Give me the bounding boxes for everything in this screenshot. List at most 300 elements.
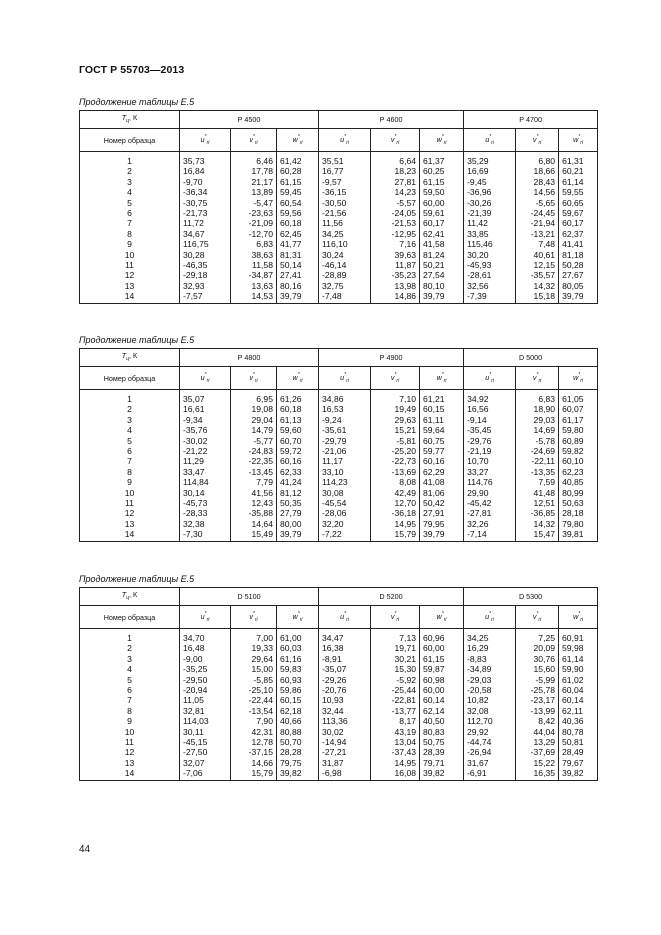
symbol-star: * <box>344 133 347 140</box>
symbol-letter: u <box>200 134 205 144</box>
value-cell: -45,73 <box>180 498 231 508</box>
value-cell: -21,73 <box>180 208 231 218</box>
value-cell: -12,70 <box>231 229 277 239</box>
symbol-star: * <box>344 371 347 378</box>
symbol-index: ri <box>396 139 400 146</box>
value-cell: 42,31 <box>231 727 277 737</box>
value-cell: 62,14 <box>420 706 464 716</box>
header-row-temperature <box>80 111 598 129</box>
symbol-u <box>485 612 494 621</box>
v-column-header <box>231 367 277 390</box>
value-cell: 32,20 <box>319 519 371 529</box>
value-cell: -21,56 <box>319 208 371 218</box>
u-column-header <box>180 129 231 152</box>
value-cell: -25,44 <box>371 685 420 695</box>
value-cell: 60,00 <box>420 643 464 653</box>
value-cell: 34,70 <box>180 633 231 643</box>
value-cell: 6,83 <box>516 394 559 404</box>
value-cell: 19,33 <box>231 643 277 653</box>
sample-number-header: Номер образца <box>80 129 180 152</box>
value-cell: 61,15 <box>277 177 319 187</box>
value-cell: -35,61 <box>319 425 371 435</box>
sample-number-cell: 11 <box>80 498 180 508</box>
w-column-header <box>277 129 319 152</box>
value-cell: 62,11 <box>559 706 598 716</box>
sample-number-cell: 6 <box>80 685 180 695</box>
value-cell: 29,64 <box>231 654 277 664</box>
value-cell: 29,92 <box>464 727 516 737</box>
symbol-star: * <box>536 133 539 140</box>
sample-number-cell: 9 <box>80 716 180 726</box>
value-cell: -7,39 <box>464 291 516 303</box>
symbol-star: * <box>441 371 444 378</box>
v-column-header <box>231 606 277 629</box>
value-cell: 10,70 <box>464 456 516 466</box>
sample-number-cell: 5 <box>80 675 180 685</box>
table-row <box>80 404 598 414</box>
value-cell: 13,63 <box>231 281 277 291</box>
sample-number-cell: 5 <box>80 198 180 208</box>
value-cell: 15,00 <box>231 664 277 674</box>
value-cell: 60,65 <box>559 198 598 208</box>
value-cell: -21,53 <box>371 218 420 228</box>
value-cell: 34,86 <box>319 394 371 404</box>
value-cell: -44,74 <box>464 737 516 747</box>
sample-number-cell: 4 <box>80 664 180 674</box>
symbol-index: ri <box>346 377 349 384</box>
value-cell: -12,95 <box>371 229 420 239</box>
value-cell: 79,95 <box>420 519 464 529</box>
symbol-star: * <box>489 610 492 617</box>
value-cell: 15,22 <box>516 758 559 768</box>
value-cell: 12,51 <box>516 498 559 508</box>
value-cell: -23,63 <box>231 208 277 218</box>
value-cell: 11,05 <box>180 695 231 705</box>
value-cell: -30,02 <box>180 436 231 446</box>
symbol-letter: v <box>249 372 253 382</box>
symbol-u <box>485 135 494 144</box>
value-cell: -21,19 <box>464 446 516 456</box>
table-row <box>80 488 598 498</box>
value-cell: 60,17 <box>559 218 598 228</box>
value-cell: -34,87 <box>231 270 277 280</box>
value-cell: 60,93 <box>277 675 319 685</box>
value-cell: 7,25 <box>516 633 559 643</box>
value-cell: 50,35 <box>277 498 319 508</box>
symbol-star: * <box>252 371 255 378</box>
symbol-letter: u <box>200 611 205 621</box>
table-row <box>80 260 598 270</box>
table-row <box>80 456 598 466</box>
w-column-header <box>277 367 319 390</box>
value-cell: 29,04 <box>231 415 277 425</box>
value-cell: 116,75 <box>180 239 231 249</box>
value-cell: 41,41 <box>559 239 598 249</box>
table-row <box>80 498 598 508</box>
value-cell: 50,42 <box>420 498 464 508</box>
sample-number-cell: 12 <box>80 508 180 518</box>
table-row <box>80 239 598 249</box>
value-cell: 41,58 <box>420 239 464 249</box>
symbol-star: * <box>252 133 255 140</box>
value-cell: 27,81 <box>371 177 420 187</box>
v-column-header <box>371 129 420 152</box>
value-cell: -35,07 <box>319 664 371 674</box>
value-cell: 41,77 <box>277 239 319 249</box>
value-cell: 80,88 <box>277 727 319 737</box>
value-cell: 116,10 <box>319 239 371 249</box>
symbol-v <box>249 612 257 621</box>
value-cell: -35,76 <box>180 425 231 435</box>
value-cell: 60,04 <box>559 685 598 695</box>
symbol-index: ri <box>580 616 583 623</box>
symbol-index: ri <box>346 616 349 623</box>
value-cell: -25,78 <box>516 685 559 695</box>
value-cell: -22,11 <box>516 456 559 466</box>
symbol-index: ri <box>538 377 542 384</box>
symbol-index: ri <box>538 139 542 146</box>
value-cell: -20,76 <box>319 685 371 695</box>
symbol-index: ri <box>254 616 258 623</box>
value-cell: -7,14 <box>464 529 516 541</box>
value-cell: -35,57 <box>516 270 559 280</box>
sample-number-cell: 9 <box>80 477 180 487</box>
value-cell: 34,67 <box>180 229 231 239</box>
value-cell: 12,78 <box>231 737 277 747</box>
value-cell: 28,18 <box>559 508 598 518</box>
value-cell: 14,32 <box>516 281 559 291</box>
value-cell: 15,60 <box>516 664 559 674</box>
value-cell: 81,31 <box>277 250 319 260</box>
value-cell: -46,14 <box>319 260 371 270</box>
w-column-header <box>420 129 464 152</box>
symbol-index: ri <box>396 616 400 623</box>
value-cell: 61,14 <box>559 654 598 664</box>
value-cell: -20,58 <box>464 685 516 695</box>
value-cell: 61,11 <box>420 415 464 425</box>
symbol-index: ri <box>206 616 210 623</box>
value-cell: 19,08 <box>231 404 277 414</box>
value-cell: -13,35 <box>516 467 559 477</box>
value-cell: 60,15 <box>277 695 319 705</box>
value-cell: -37,43 <box>371 747 420 757</box>
value-cell: -22,73 <box>371 456 420 466</box>
tc-symbol <box>122 590 129 599</box>
sample-number-cell: 3 <box>80 654 180 664</box>
value-cell: 7,59 <box>516 477 559 487</box>
value-cell: 61,13 <box>277 415 319 425</box>
table-row <box>80 218 598 228</box>
value-cell: 79,67 <box>559 758 598 768</box>
value-cell: 11,56 <box>319 218 371 228</box>
value-cell: 60,10 <box>559 456 598 466</box>
value-cell: 60,14 <box>559 695 598 705</box>
symbol-w <box>573 612 583 621</box>
value-cell: 60,18 <box>277 218 319 228</box>
value-cell: -23,17 <box>516 695 559 705</box>
value-cell: 27,67 <box>559 270 598 280</box>
value-cell: 62,37 <box>559 229 598 239</box>
table-row <box>80 436 598 446</box>
symbol-letter: w <box>573 134 579 144</box>
value-cell: 62,41 <box>420 229 464 239</box>
value-cell: 50,21 <box>420 260 464 270</box>
sample-group-header: D 5100 <box>180 588 319 606</box>
symbol-star: * <box>578 610 581 617</box>
value-cell: 8,42 <box>516 716 559 726</box>
value-cell: -29,76 <box>464 436 516 446</box>
value-cell: 38,63 <box>231 250 277 260</box>
sample-number-cell: 13 <box>80 281 180 291</box>
value-cell: 113,36 <box>319 716 371 726</box>
value-cell: -9,00 <box>180 654 231 664</box>
value-cell: -26,94 <box>464 747 516 757</box>
sample-number-cell: 4 <box>80 187 180 197</box>
value-cell: 39,82 <box>559 768 598 780</box>
value-cell: 41,48 <box>516 488 559 498</box>
value-cell: 16,48 <box>180 643 231 653</box>
value-cell: 59,80 <box>559 425 598 435</box>
value-cell: 30,28 <box>180 250 231 260</box>
temperature-header <box>80 588 180 606</box>
value-cell: -27,81 <box>464 508 516 518</box>
value-cell: 60,70 <box>277 436 319 446</box>
value-cell: 40,36 <box>559 716 598 726</box>
value-cell: 81,06 <box>420 488 464 498</box>
value-cell: -45,54 <box>319 498 371 508</box>
value-cell: 14,86 <box>371 291 420 303</box>
symbol-index: ri <box>206 377 210 384</box>
sample-number-cell: 10 <box>80 727 180 737</box>
value-cell: 12,70 <box>371 498 420 508</box>
sample-number-cell: 11 <box>80 737 180 747</box>
value-cell: 30,76 <box>516 654 559 664</box>
value-cell: -5,92 <box>371 675 420 685</box>
value-cell: 50,63 <box>559 498 598 508</box>
value-cell: 19,49 <box>371 404 420 414</box>
table-row <box>80 446 598 456</box>
value-cell: -7,22 <box>319 529 371 541</box>
table-row <box>80 250 598 260</box>
value-cell: 35,73 <box>180 156 231 166</box>
value-cell: -7,48 <box>319 291 371 303</box>
value-cell: 6,83 <box>231 239 277 249</box>
value-cell: -6,91 <box>464 768 516 780</box>
value-cell: 14,79 <box>231 425 277 435</box>
sample-number-cell: 2 <box>80 404 180 414</box>
value-cell: -28,06 <box>319 508 371 518</box>
value-cell: -29,26 <box>319 675 371 685</box>
table-row <box>80 467 598 477</box>
value-cell: 30,11 <box>180 727 231 737</box>
value-cell: 13,98 <box>371 281 420 291</box>
value-cell: 41,08 <box>420 477 464 487</box>
value-cell: 11,87 <box>371 260 420 270</box>
value-cell: 40,61 <box>516 250 559 260</box>
symbol-letter: w <box>436 611 442 621</box>
symbol-index: ri <box>254 139 258 146</box>
symbol-v <box>391 135 399 144</box>
symbol-star: * <box>441 610 444 617</box>
symbol-star: * <box>252 610 255 617</box>
value-cell: 7,13 <box>371 633 420 643</box>
value-cell: -28,89 <box>319 270 371 280</box>
symbol-star: * <box>394 371 397 378</box>
symbol-letter: v <box>390 611 395 621</box>
value-cell: 10,93 <box>319 695 371 705</box>
value-cell: 50,70 <box>277 737 319 747</box>
data-table-1 <box>79 110 598 304</box>
table-row <box>80 198 598 208</box>
value-cell: 114,23 <box>319 477 371 487</box>
symbol-w <box>437 135 447 144</box>
value-cell: 50,75 <box>420 737 464 747</box>
table-row <box>80 695 598 705</box>
value-cell: 15,79 <box>371 529 420 541</box>
symbol-star: * <box>489 371 492 378</box>
value-cell: 39,79 <box>420 291 464 303</box>
symbol-star: * <box>536 610 539 617</box>
value-cell: -35,23 <box>371 270 420 280</box>
value-cell: -35,45 <box>464 425 516 435</box>
value-cell: 114,03 <box>180 716 231 726</box>
sample-number-cell: 4 <box>80 425 180 435</box>
data-table-2 <box>79 348 598 542</box>
value-cell: -7,06 <box>180 768 231 780</box>
table-row <box>80 270 598 280</box>
value-cell: -22,81 <box>371 695 420 705</box>
value-cell: 62,29 <box>420 467 464 477</box>
symbol-star: * <box>297 371 300 378</box>
value-cell: -46,35 <box>180 260 231 270</box>
sample-number-cell: 8 <box>80 229 180 239</box>
symbol-star: * <box>578 371 581 378</box>
symbol-index: ri <box>491 139 494 146</box>
symbol-w <box>293 135 303 144</box>
table-row <box>80 737 598 747</box>
tc-unit: , К <box>129 351 138 360</box>
symbol-w <box>293 373 303 382</box>
sample-number-cell: 6 <box>80 446 180 456</box>
value-cell: 14,56 <box>516 187 559 197</box>
value-cell: 59,72 <box>277 446 319 456</box>
symbol-letter: w <box>436 134 442 144</box>
value-cell: 29,63 <box>371 415 420 425</box>
value-cell: 16,35 <box>516 768 559 780</box>
value-cell: 60,15 <box>420 404 464 414</box>
symbol-w <box>573 135 583 144</box>
value-cell: -36,85 <box>516 508 559 518</box>
symbol-letter: v <box>390 134 395 144</box>
symbol-star: * <box>394 133 397 140</box>
value-cell: 80,78 <box>559 727 598 737</box>
value-cell: -36,96 <box>464 187 516 197</box>
value-cell: 15,30 <box>371 664 420 674</box>
value-cell: 59,86 <box>277 685 319 695</box>
v-column-header <box>371 367 420 390</box>
symbol-star: * <box>297 133 300 140</box>
value-cell: -27,50 <box>180 747 231 757</box>
value-cell: -7,57 <box>180 291 231 303</box>
value-cell: 80,83 <box>420 727 464 737</box>
value-cell: 59,60 <box>277 425 319 435</box>
table-row <box>80 508 598 518</box>
symbol-star: * <box>489 133 492 140</box>
value-cell: 61,37 <box>420 156 464 166</box>
value-cell: 39,81 <box>559 529 598 541</box>
page-number: 44 <box>79 844 91 855</box>
value-cell: -13,69 <box>371 467 420 477</box>
value-cell: -28,33 <box>180 508 231 518</box>
value-cell: 81,12 <box>277 488 319 498</box>
value-cell: 14,95 <box>371 758 420 768</box>
symbol-u <box>340 612 349 621</box>
symbol-index: ri <box>299 139 303 146</box>
sample-number-cell: 3 <box>80 177 180 187</box>
value-cell: 61,21 <box>420 394 464 404</box>
table-row <box>80 768 598 780</box>
value-cell: -9,70 <box>180 177 231 187</box>
table-row <box>80 727 598 737</box>
value-cell: 59,98 <box>559 643 598 653</box>
symbol-index: ri <box>254 377 258 384</box>
tc-letter: T <box>121 590 127 599</box>
value-cell: 81,18 <box>559 250 598 260</box>
symbol-star: * <box>204 133 207 140</box>
sample-number-cell: 12 <box>80 747 180 757</box>
table-row <box>80 716 598 726</box>
symbol-letter: v <box>532 372 537 382</box>
symbol-v <box>391 373 399 382</box>
value-cell: 32,75 <box>319 281 371 291</box>
sample-number-cell: 1 <box>80 394 180 404</box>
value-cell: 16,77 <box>319 166 371 176</box>
u-column-header <box>464 367 516 390</box>
table-row <box>80 415 598 425</box>
value-cell: -5,57 <box>371 198 420 208</box>
symbol-u <box>201 612 210 621</box>
table-row <box>80 747 598 757</box>
sample-group-header: Р 4800 <box>180 349 319 367</box>
value-cell: 7,79 <box>231 477 277 487</box>
value-cell: 80,99 <box>559 488 598 498</box>
value-cell: 18,23 <box>371 166 420 176</box>
sample-number-cell: 2 <box>80 643 180 653</box>
sample-group-header: D 5300 <box>464 588 598 606</box>
symbol-star: * <box>344 610 347 617</box>
table-row <box>80 685 598 695</box>
symbol-letter: u <box>485 611 490 621</box>
table-row <box>80 664 598 674</box>
value-cell: -36,15 <box>319 187 371 197</box>
value-cell: -29,50 <box>180 675 231 685</box>
value-cell: -5,77 <box>231 436 277 446</box>
value-cell: 50,28 <box>559 260 598 270</box>
table-row <box>80 394 598 404</box>
value-cell: -13,21 <box>516 229 559 239</box>
table-row <box>80 519 598 529</box>
sample-number-cell: 2 <box>80 166 180 176</box>
sample-number-cell: 1 <box>80 633 180 643</box>
symbol-letter: u <box>200 372 205 382</box>
value-cell: 7,16 <box>371 239 420 249</box>
table-row <box>80 156 598 166</box>
table-row <box>80 208 598 218</box>
value-cell: -28,61 <box>464 270 516 280</box>
value-cell: 61,02 <box>559 675 598 685</box>
sample-number-cell: 10 <box>80 250 180 260</box>
value-cell: 34,25 <box>464 633 516 643</box>
